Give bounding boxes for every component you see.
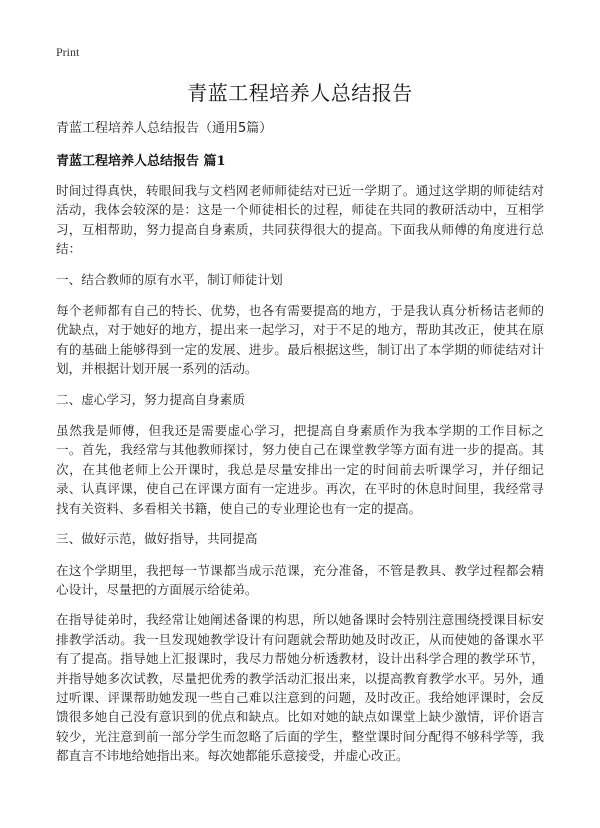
subheading-2: 二、虚心学习，努力提高自身素质: [56, 391, 245, 407]
section-heading: 青蓝工程培养人总结报告 篇1: [56, 154, 226, 169]
document-subtitle: 青蓝工程培养人总结报告（通用5篇）: [56, 121, 273, 136]
print-link[interactable]: Print: [56, 45, 80, 59]
paragraph-plan: 每个老师都有自己的特长、优势，也各有需要提高的地方，于是我认真分析杨诘老师的优缺点，对于她好的地方，提出来一起学习，对于不足的地方，帮助其改正，使其在原有的基础上能够得到一定的发展、进步。最后根据这些，制订出了本学期的师徒结对计划，并根据计划开展一系列的活动。: [56, 303, 544, 377]
paragraph-intro: 时间过得真快，转眼间我与文档网老师师徒结对已近一学期了。通过这学期的师徒结对活动，我体会较深的是：这是一个师徒相长的过程，师徒在共同的教研活动中，互相学习，互相帮助，努力提高自身素质，共同获得很大的提高。下面我从师傅的角度进行总结：: [56, 183, 544, 257]
paragraph-study: 虽然我是师傅，但我还是需要虚心学习，把提高自身素质作为我本学期的工作目标之一。首先，我经常与其他教师探讨，努力使自己在课堂教学等方面有进一步的提高。其次，在其他老师上公开课时，我总是尽量安排出一定的时间前去听课学习，并仔细记录、认真评课，使自己在评课方面有一定进步。再次，在平时的休息时间里，我经常寻找有关资料、多看相关书籍，使自己的专业理论也有一定的提高。: [56, 423, 544, 516]
document-body: [56, 119, 544, 777]
subheading-3: 三、做好示范，做好指导，共同提高: [56, 531, 258, 547]
document-title: 青蓝工程培养人总结报告: [187, 81, 413, 105]
subheading-1: 一、结合教师的原有水平，制订师徒计划: [56, 271, 283, 287]
paragraph-demo: 在这个学期里，我把每一节课都当成示范课，充分准备，不管是教具、教学过程都会精心设计，尽量把的方面展示给徒弟。: [56, 562, 544, 597]
paragraph-guidance: 在指导徒弟时，我经常让她阐述备课的构思，所以她备课时会特别注意围绕授课目标安排教学活动。我一旦发现她教学设计有问题就会帮助她及时改正，从而使她的备课水平有了提高。指导她上汇报课时，我尽力帮她分析透教材，设计出科学合理的教学环节，并指导她多次试教，尽量把优秀的教学活动汇报出来，以提高教育教学水平。另外，通过听课、评课帮助她发现一些自己难以注意到的问题，及时改正。我给她评课时，会反馈很多她自己没有意识到的优点和缺点。比如对她的缺点如课堂上缺少激情，评价语言较少，光注意到前一部分学生而忽略了后面的学生，整堂课时间分配得不够科学等，我都直言不讳地给她指出来。每次她都能乐意接受，并虚心改正。: [56, 612, 544, 764]
